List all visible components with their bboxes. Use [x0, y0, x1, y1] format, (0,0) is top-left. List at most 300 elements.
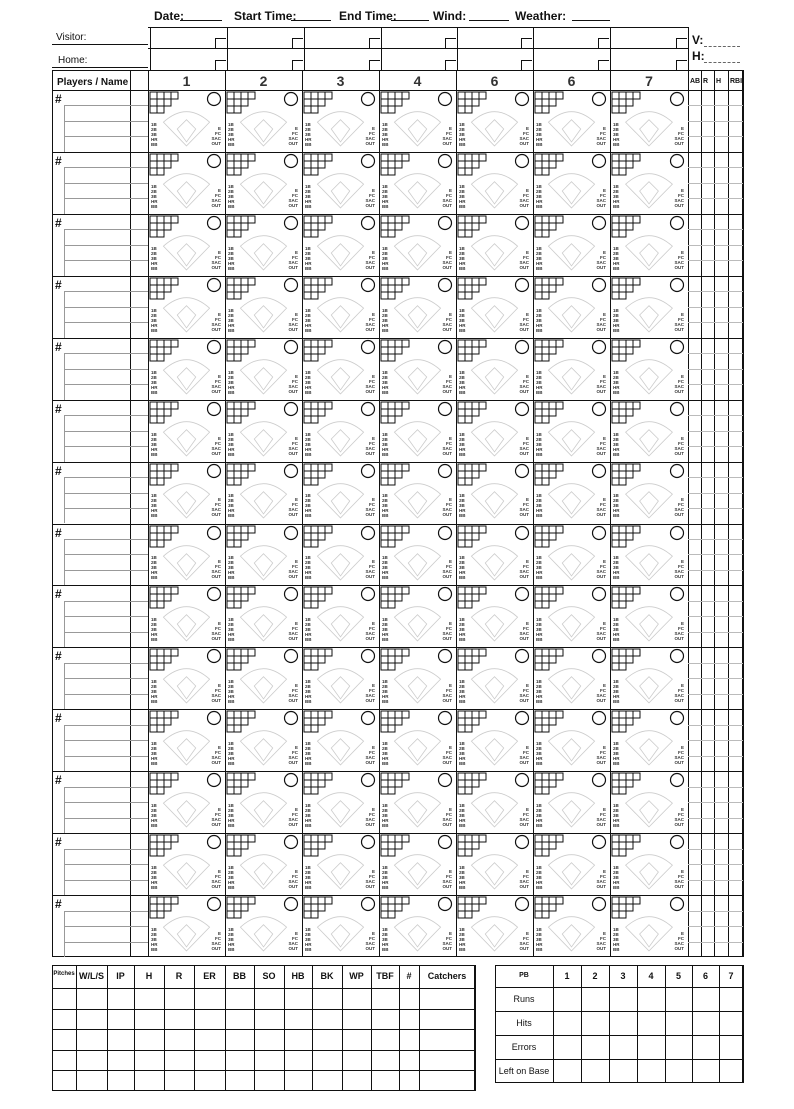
at-bat-cell[interactable]: [456, 338, 533, 400]
at-bat-cell[interactable]: [533, 338, 610, 400]
at-bat-cell[interactable]: [610, 833, 688, 895]
at-bat-cell[interactable]: [225, 647, 302, 709]
result-codes-left: 1B 2B 3B HR BB: [536, 245, 543, 271]
player-name-line[interactable]: [64, 183, 148, 184]
linescore-cell[interactable]: [665, 1011, 692, 1035]
at-bat-cell[interactable]: [225, 400, 302, 462]
result-codes-left: 1B 2B 3B HR BB: [228, 555, 235, 581]
result-codes-right: E FC SAC OUT: [211, 187, 221, 208]
linescore-cell[interactable]: [665, 1059, 692, 1083]
result-codes-right: E FC SAC OUT: [674, 745, 684, 766]
linescore-row-label: Runs: [513, 994, 535, 1004]
result-codes-right: E FC SAC OUT: [442, 187, 452, 208]
at-bat-cell[interactable]: [379, 895, 456, 957]
at-bat-cell[interactable]: [379, 833, 456, 895]
at-bat-cell[interactable]: [610, 338, 688, 400]
linescore-column-divider: [743, 965, 744, 1083]
at-bat-cell[interactable]: [610, 895, 688, 957]
at-bat-cell[interactable]: [456, 214, 533, 276]
at-bat-cell[interactable]: [302, 647, 379, 709]
linescore-cell[interactable]: [692, 1035, 719, 1059]
visitor-inning-score-box[interactable]: [598, 38, 609, 49]
stat-column-divider: [743, 70, 744, 957]
pitching-header: SO: [262, 971, 276, 981]
at-bat-cell[interactable]: [225, 585, 302, 647]
player-name-line[interactable]: [64, 663, 148, 664]
linescore-cell[interactable]: [553, 987, 581, 1011]
result-codes-right: E FC SAC OUT: [674, 497, 684, 518]
player-name-line[interactable]: [64, 198, 148, 199]
player-name-divider: [64, 291, 65, 337]
result-codes-right: E FC SAC OUT: [211, 869, 221, 890]
at-bat-cell[interactable]: [533, 895, 610, 957]
at-bat-cell[interactable]: [610, 276, 688, 338]
result-codes-left: 1B 2B 3B HR BB: [305, 245, 312, 271]
result-codes-left: 1B 2B 3B HR BB: [228, 183, 235, 209]
result-codes-left: 1B 2B 3B HR BB: [613, 617, 620, 643]
batter-number-hash: #: [55, 153, 62, 168]
at-bat-cell[interactable]: [456, 709, 533, 771]
result-codes-left: 1B 2B 3B HR BB: [536, 926, 543, 952]
result-codes-left: 1B 2B 3B HR BB: [536, 803, 543, 829]
linescore-cell[interactable]: [609, 1011, 637, 1035]
result-codes-left: 1B 2B 3B HR BB: [536, 679, 543, 705]
batter-number-hash: #: [55, 339, 62, 354]
at-bat-cell[interactable]: [302, 833, 379, 895]
result-codes-left: 1B 2B 3B HR BB: [459, 307, 466, 333]
result-codes-left: 1B 2B 3B HR BB: [459, 679, 466, 705]
stat-row-line: [688, 291, 743, 292]
at-bat-cell[interactable]: [533, 276, 610, 338]
at-bat-cell[interactable]: [533, 524, 610, 586]
at-bat-cell[interactable]: [610, 771, 688, 833]
at-bat-cell[interactable]: [302, 709, 379, 771]
at-bat-cell[interactable]: [533, 833, 610, 895]
at-bat-cell[interactable]: [148, 400, 225, 462]
visitor-inning-score-box[interactable]: [215, 38, 226, 49]
at-bat-cell[interactable]: [533, 647, 610, 709]
at-bat-cell[interactable]: [379, 90, 456, 152]
at-bat-cell[interactable]: [533, 400, 610, 462]
header-box-divider: [150, 27, 151, 70]
player-name-line[interactable]: [64, 415, 148, 416]
at-bat-cell[interactable]: [148, 647, 225, 709]
at-bat-cell[interactable]: [610, 462, 688, 524]
at-bat-cell[interactable]: [610, 90, 688, 152]
pitching-row-line[interactable]: [52, 1029, 475, 1030]
result-codes-left: 1B 2B 3B HR BB: [459, 431, 466, 457]
result-codes-right: E FC SAC OUT: [674, 435, 684, 456]
at-bat-cell[interactable]: [456, 771, 533, 833]
linescore-cell[interactable]: [665, 1035, 692, 1059]
at-bat-cell[interactable]: [225, 152, 302, 214]
player-name-line[interactable]: [64, 601, 148, 602]
at-bat-cell[interactable]: [225, 462, 302, 524]
visitor-field[interactable]: [52, 44, 148, 45]
linescore-cell[interactable]: [581, 1011, 609, 1035]
player-name-line[interactable]: [64, 616, 148, 617]
at-bat-cell[interactable]: [148, 214, 225, 276]
at-bat-cell[interactable]: [533, 152, 610, 214]
linescore-cell[interactable]: [719, 1011, 743, 1035]
result-codes-left: 1B 2B 3B HR BB: [305, 369, 312, 395]
linescore-cell[interactable]: [609, 1035, 637, 1059]
at-bat-cell[interactable]: [610, 214, 688, 276]
at-bat-cell[interactable]: [302, 90, 379, 152]
linescore-cell[interactable]: [637, 1011, 665, 1035]
pitching-header: BK: [320, 971, 334, 981]
home-total-field[interactable]: [704, 62, 740, 63]
player-name-line[interactable]: [64, 694, 148, 695]
pitching-row-line[interactable]: [52, 1009, 475, 1010]
at-bat-cell[interactable]: [302, 276, 379, 338]
at-bat-cell[interactable]: [302, 152, 379, 214]
player-name-line[interactable]: [64, 446, 148, 447]
stat-header: R: [703, 78, 709, 85]
date-field[interactable]: [180, 20, 222, 21]
at-bat-cell[interactable]: [610, 152, 688, 214]
linescore-inning-number: 5: [675, 971, 681, 981]
at-bat-cell[interactable]: [148, 833, 225, 895]
at-bat-cell[interactable]: [302, 338, 379, 400]
player-name-line[interactable]: [64, 911, 148, 912]
at-bat-cell[interactable]: [533, 214, 610, 276]
linescore-cell[interactable]: [553, 1035, 581, 1059]
pitching-header: WP: [349, 971, 364, 981]
player-name-line[interactable]: [64, 121, 148, 122]
result-codes-left: 1B 2B 3B HR BB: [459, 121, 466, 147]
at-bat-cell[interactable]: [148, 152, 225, 214]
at-bat-cell[interactable]: [225, 338, 302, 400]
result-codes-right: E FC SAC OUT: [596, 930, 606, 951]
player-name-divider: [64, 539, 65, 585]
result-codes-left: 1B 2B 3B HR BB: [613, 741, 620, 767]
result-codes-right: E FC SAC OUT: [442, 807, 452, 828]
stat-row-line: [688, 694, 743, 695]
player-name-divider: [64, 229, 65, 275]
player-name-line[interactable]: [64, 229, 148, 230]
linescore-cell[interactable]: [581, 1035, 609, 1059]
at-bat-cell[interactable]: [456, 524, 533, 586]
stat-row-line: [688, 663, 743, 664]
visitor-inning-score-box[interactable]: [445, 38, 456, 49]
at-bat-cell[interactable]: [533, 771, 610, 833]
result-codes-right: E FC SAC OUT: [211, 125, 221, 146]
at-bat-cell[interactable]: [225, 90, 302, 152]
player-name-line[interactable]: [64, 818, 148, 819]
at-bat-cell[interactable]: [533, 585, 610, 647]
stat-column-divider: [714, 70, 715, 957]
home-label: Home:: [58, 55, 88, 66]
linescore-cell[interactable]: [609, 987, 637, 1011]
at-bat-cell[interactable]: [225, 214, 302, 276]
result-codes-left: 1B 2B 3B HR BB: [382, 865, 389, 891]
at-bat-cell[interactable]: [148, 709, 225, 771]
at-bat-cell[interactable]: [610, 585, 688, 647]
at-bat-cell[interactable]: [302, 585, 379, 647]
result-codes-left: 1B 2B 3B HR BB: [151, 803, 158, 829]
result-codes-right: E FC SAC OUT: [596, 497, 606, 518]
result-codes-right: E FC SAC OUT: [365, 869, 375, 890]
result-codes-left: 1B 2B 3B HR BB: [382, 741, 389, 767]
visitor-inning-score-box[interactable]: [369, 38, 380, 49]
result-codes-right: E FC SAC OUT: [674, 373, 684, 394]
visitor-total-field[interactable]: [704, 46, 740, 47]
linescore-row-label: Left on Base: [498, 1066, 550, 1076]
pitching-column-divider: [194, 965, 195, 1091]
at-bat-cell[interactable]: [148, 338, 225, 400]
result-codes-left: 1B 2B 3B HR BB: [151, 121, 158, 147]
player-name-line[interactable]: [64, 167, 148, 168]
linescore-cell[interactable]: [719, 987, 743, 1011]
player-name-line[interactable]: [64, 539, 148, 540]
result-codes-left: 1B 2B 3B HR BB: [459, 741, 466, 767]
result-codes-left: 1B 2B 3B HR BB: [382, 493, 389, 519]
at-bat-cell[interactable]: [533, 462, 610, 524]
stat-row-line: [688, 136, 743, 137]
at-bat-cell[interactable]: [610, 709, 688, 771]
at-bat-cell[interactable]: [225, 833, 302, 895]
wind-field[interactable]: [469, 20, 509, 21]
at-bat-cell[interactable]: [456, 276, 533, 338]
at-bat-cell[interactable]: [610, 400, 688, 462]
player-name-line[interactable]: [64, 570, 148, 571]
result-codes-left: 1B 2B 3B HR BB: [536, 307, 543, 333]
at-bat-cell[interactable]: [533, 709, 610, 771]
stat-row-line: [688, 864, 743, 865]
linescore-cell[interactable]: [665, 987, 692, 1011]
result-codes-right: E FC SAC OUT: [365, 435, 375, 456]
player-name-line[interactable]: [64, 508, 148, 509]
result-codes-left: 1B 2B 3B HR BB: [459, 245, 466, 271]
at-bat-cell[interactable]: [302, 400, 379, 462]
pitching-column-divider: [134, 965, 135, 1091]
at-bat-cell[interactable]: [225, 524, 302, 586]
at-bat-cell[interactable]: [456, 647, 533, 709]
at-bat-cell[interactable]: [379, 400, 456, 462]
at-bat-cell[interactable]: [379, 647, 456, 709]
header-box-divider: [304, 27, 305, 70]
result-codes-right: E FC SAC OUT: [211, 373, 221, 394]
weather-field[interactable]: [572, 20, 610, 21]
at-bat-cell[interactable]: [225, 771, 302, 833]
result-codes-right: E FC SAC OUT: [211, 435, 221, 456]
pitching-row-line[interactable]: [52, 1050, 475, 1051]
at-bat-cell[interactable]: [302, 895, 379, 957]
at-bat-cell[interactable]: [379, 585, 456, 647]
date-label: Date:: [154, 9, 185, 23]
linescore-cell[interactable]: [692, 987, 719, 1011]
at-bat-cell[interactable]: [379, 276, 456, 338]
at-bat-cell[interactable]: [379, 709, 456, 771]
result-codes-left: 1B 2B 3B HR BB: [151, 369, 158, 395]
result-codes-right: E FC SAC OUT: [211, 683, 221, 704]
at-bat-cell[interactable]: [456, 585, 533, 647]
linescore-cell[interactable]: [692, 1059, 719, 1083]
stat-row-line: [688, 508, 743, 509]
at-bat-cell[interactable]: [379, 524, 456, 586]
result-codes-left: 1B 2B 3B HR BB: [536, 369, 543, 395]
player-name-line[interactable]: [64, 880, 148, 881]
stat-row-line: [688, 167, 743, 168]
at-bat-cell[interactable]: [225, 895, 302, 957]
result-codes-right: E FC SAC OUT: [365, 559, 375, 580]
linescore-cell[interactable]: [581, 1059, 609, 1083]
at-bat-cell[interactable]: [379, 338, 456, 400]
result-codes-right: E FC SAC OUT: [674, 621, 684, 642]
at-bat-cell[interactable]: [379, 152, 456, 214]
at-bat-cell[interactable]: [456, 400, 533, 462]
result-codes-left: 1B 2B 3B HR BB: [536, 431, 543, 457]
pitching-row-line[interactable]: [52, 1070, 475, 1071]
result-codes-left: 1B 2B 3B HR BB: [305, 431, 312, 457]
pitching-header: HB: [291, 971, 305, 981]
at-bat-cell[interactable]: [610, 524, 688, 586]
at-bat-cell[interactable]: [148, 90, 225, 152]
result-codes-left: 1B 2B 3B HR BB: [613, 926, 620, 952]
result-codes-right: E FC SAC OUT: [674, 125, 684, 146]
result-codes-left: 1B 2B 3B HR BB: [613, 369, 620, 395]
player-name-line[interactable]: [64, 322, 148, 323]
player-name-line[interactable]: [64, 136, 148, 137]
at-bat-cell[interactable]: [456, 895, 533, 957]
end-time-field[interactable]: [391, 20, 429, 21]
at-bat-cell[interactable]: [456, 833, 533, 895]
result-codes-left: 1B 2B 3B HR BB: [305, 493, 312, 519]
visitor-inning-score-box[interactable]: [292, 38, 303, 49]
linescore-cell[interactable]: [609, 1059, 637, 1083]
result-codes-right: E FC SAC OUT: [211, 621, 221, 642]
stat-row-line: [688, 493, 743, 494]
player-name-line[interactable]: [64, 756, 148, 757]
player-name-line[interactable]: [64, 926, 148, 927]
player-name-line[interactable]: [64, 477, 148, 478]
player-name-line[interactable]: [64, 787, 148, 788]
player-name-line[interactable]: [64, 307, 148, 308]
pitching-header: IP: [116, 971, 125, 981]
at-bat-cell[interactable]: [225, 276, 302, 338]
visitor-label: Visitor:: [56, 32, 87, 43]
result-codes-left: 1B 2B 3B HR BB: [613, 679, 620, 705]
linescore-cell[interactable]: [719, 1035, 743, 1059]
player-name-line[interactable]: [64, 632, 148, 633]
at-bat-cell[interactable]: [456, 152, 533, 214]
player-name-line[interactable]: [64, 105, 148, 106]
result-codes-left: 1B 2B 3B HR BB: [151, 741, 158, 767]
player-name-line[interactable]: [64, 942, 148, 943]
stat-row-line: [688, 384, 743, 385]
player-name-line[interactable]: [64, 369, 148, 370]
player-name-line[interactable]: [64, 245, 148, 246]
at-bat-cell[interactable]: [379, 771, 456, 833]
player-name-line[interactable]: [64, 353, 148, 354]
result-codes-left: 1B 2B 3B HR BB: [228, 803, 235, 829]
stat-header: AB: [690, 78, 701, 85]
at-bat-cell[interactable]: [225, 709, 302, 771]
result-codes-left: 1B 2B 3B HR BB: [305, 865, 312, 891]
at-bat-cell[interactable]: [302, 771, 379, 833]
result-codes-left: 1B 2B 3B HR BB: [228, 121, 235, 147]
linescore-cell[interactable]: [637, 1059, 665, 1083]
wind-label: Wind:: [433, 9, 467, 23]
player-name-line[interactable]: [64, 493, 148, 494]
player-name-line[interactable]: [64, 802, 148, 803]
at-bat-cell[interactable]: [456, 90, 533, 152]
at-bat-cell[interactable]: [456, 462, 533, 524]
pitching-header: W/L/S: [79, 971, 104, 981]
linescore-cell[interactable]: [553, 1011, 581, 1035]
pitching-column-divider: [342, 965, 343, 1091]
result-codes-right: E FC SAC OUT: [519, 497, 529, 518]
linescore-cell[interactable]: [719, 1059, 743, 1083]
linescore-cell[interactable]: [692, 1011, 719, 1035]
result-codes-right: E FC SAC OUT: [211, 497, 221, 518]
player-name-line[interactable]: [64, 725, 148, 726]
home-field[interactable]: [52, 67, 148, 68]
player-name-line[interactable]: [64, 849, 148, 850]
player-name-line[interactable]: [64, 260, 148, 261]
player-name-line[interactable]: [64, 678, 148, 679]
at-bat-cell[interactable]: [379, 462, 456, 524]
result-codes-left: 1B 2B 3B HR BB: [151, 555, 158, 581]
at-bat-cell[interactable]: [610, 647, 688, 709]
player-name-line[interactable]: [64, 864, 148, 865]
player-name-line[interactable]: [64, 740, 148, 741]
result-codes-right: E FC SAC OUT: [442, 869, 452, 890]
player-name-divider: [64, 911, 65, 957]
result-codes-left: 1B 2B 3B HR BB: [536, 617, 543, 643]
linescore-cell[interactable]: [637, 1035, 665, 1059]
at-bat-cell[interactable]: [379, 214, 456, 276]
at-bat-cell[interactable]: [533, 90, 610, 152]
pitching-header: R: [175, 971, 183, 981]
header-box-divider: [227, 27, 228, 70]
stat-row-line: [688, 260, 743, 261]
header-box-divider: [457, 27, 458, 70]
at-bat-cell[interactable]: [148, 895, 225, 957]
start-time-field[interactable]: [291, 20, 331, 21]
linescore-cell[interactable]: [581, 987, 609, 1011]
visitor-inning-score-box[interactable]: [676, 38, 687, 49]
visitor-inning-score-box[interactable]: [521, 38, 532, 49]
result-codes-right: E FC SAC OUT: [442, 559, 452, 580]
stat-row-line: [688, 787, 743, 788]
at-bat-cell[interactable]: [148, 276, 225, 338]
result-codes-left: 1B 2B 3B HR BB: [459, 865, 466, 891]
at-bat-cell[interactable]: [148, 462, 225, 524]
linescore-cell[interactable]: [553, 1059, 581, 1083]
at-bat-cell[interactable]: [148, 524, 225, 586]
player-name-line[interactable]: [64, 554, 148, 555]
linescore-cell[interactable]: [637, 987, 665, 1011]
result-codes-left: 1B 2B 3B HR BB: [151, 183, 158, 209]
at-bat-cell[interactable]: [302, 524, 379, 586]
player-name-line[interactable]: [64, 384, 148, 385]
result-codes-right: E FC SAC OUT: [596, 435, 606, 456]
batter-number-hash: #: [55, 401, 62, 416]
result-codes-left: 1B 2B 3B HR BB: [382, 183, 389, 209]
at-bat-cell[interactable]: [148, 585, 225, 647]
at-bat-cell[interactable]: [302, 214, 379, 276]
batter-number-hash: #: [55, 649, 62, 664]
at-bat-cell[interactable]: [302, 462, 379, 524]
player-name-line[interactable]: [64, 431, 148, 432]
result-codes-right: E FC SAC OUT: [674, 249, 684, 270]
at-bat-cell[interactable]: [148, 771, 225, 833]
stat-row-line: [688, 911, 743, 912]
result-codes-right: E FC SAC OUT: [674, 930, 684, 951]
player-name-line[interactable]: [64, 291, 148, 292]
